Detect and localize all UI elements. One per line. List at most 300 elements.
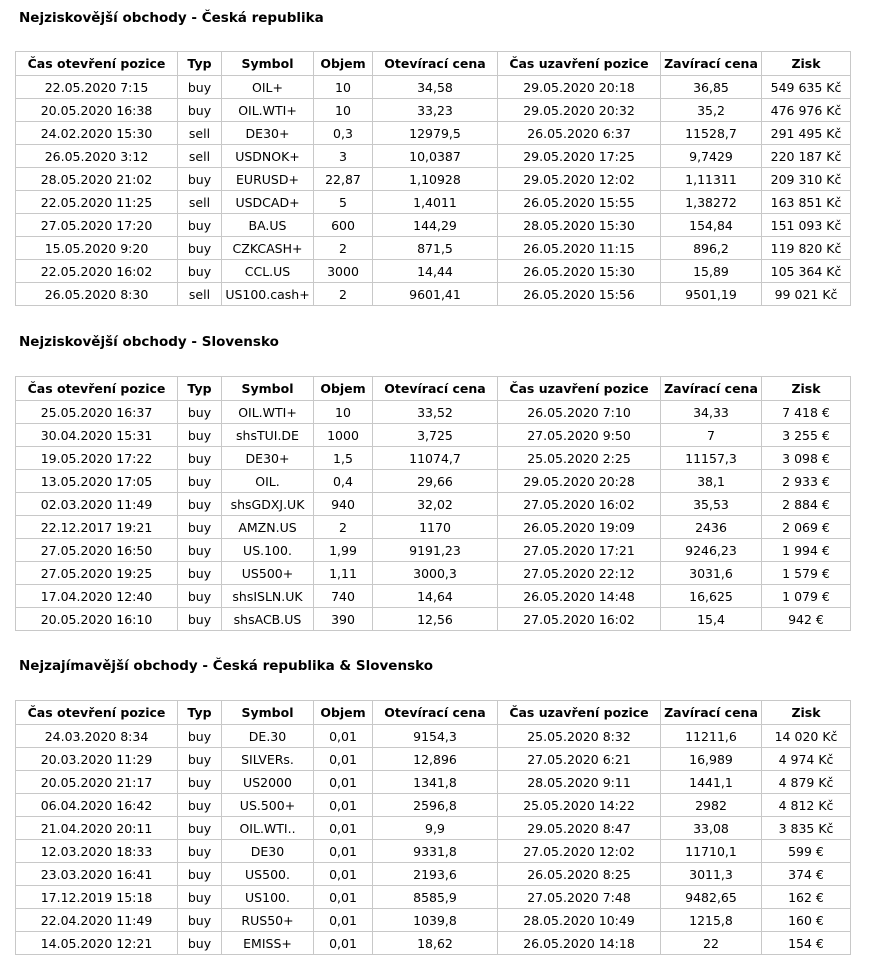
cell-symbol: DE30+ xyxy=(222,122,314,145)
cell-open-price: 33,23 xyxy=(373,99,498,122)
column-header-type: Typ xyxy=(178,701,222,725)
cell-volume: 0,01 xyxy=(314,932,373,955)
cell-type: sell xyxy=(178,191,222,214)
cell-open-time: 22.05.2020 7:15 xyxy=(16,76,178,99)
cell-close-price: 22 xyxy=(661,932,762,955)
cell-close-price: 2982 xyxy=(661,794,762,817)
cell-symbol: OIL.WTI+ xyxy=(222,401,314,424)
table-row xyxy=(16,493,851,516)
column-header-type: Typ xyxy=(178,377,222,401)
cell-volume: 1,5 xyxy=(314,447,373,470)
cell-volume: 10 xyxy=(314,99,373,122)
cell-close-price: 9501,19 xyxy=(661,283,762,306)
cell-open-time: 30.04.2020 15:31 xyxy=(16,424,178,447)
column-header-open-time: Čas otevření pozice xyxy=(16,52,178,76)
cell-type: buy xyxy=(178,99,222,122)
table-row xyxy=(16,817,851,840)
table-row xyxy=(16,424,851,447)
cell-volume: 600 xyxy=(314,214,373,237)
cell-close-time: 26.05.2020 8:25 xyxy=(498,863,661,886)
cell-profit: 163 851 Kč xyxy=(762,191,851,214)
section-title-interesting: Nejzajímavější obchody - Česká republika & Slovensko xyxy=(19,658,433,674)
cell-volume: 0,01 xyxy=(314,863,373,886)
cell-open-time: 14.05.2020 12:21 xyxy=(16,932,178,955)
table-row xyxy=(16,214,851,237)
cell-volume: 0,3 xyxy=(314,122,373,145)
cell-close-price: 11710,1 xyxy=(661,840,762,863)
trades-table-sk xyxy=(15,376,851,631)
cell-open-time: 21.04.2020 20:11 xyxy=(16,817,178,840)
column-header-close-time: Čas uzavření pozice xyxy=(498,377,661,401)
cell-close-price: 9,7429 xyxy=(661,145,762,168)
cell-type: buy xyxy=(178,771,222,794)
cell-open-time: 13.05.2020 17:05 xyxy=(16,470,178,493)
cell-volume: 2 xyxy=(314,237,373,260)
cell-profit: 160 € xyxy=(762,909,851,932)
cell-close-time: 28.05.2020 9:11 xyxy=(498,771,661,794)
cell-volume: 0,01 xyxy=(314,886,373,909)
cell-close-price: 16,625 xyxy=(661,585,762,608)
cell-profit: 4 812 Kč xyxy=(762,794,851,817)
cell-symbol: AMZN.US xyxy=(222,516,314,539)
cell-open-time: 26.05.2020 8:30 xyxy=(16,283,178,306)
cell-type: buy xyxy=(178,447,222,470)
cell-open-price: 18,62 xyxy=(373,932,498,955)
cell-open-price: 34,58 xyxy=(373,76,498,99)
cell-symbol: US100. xyxy=(222,886,314,909)
column-header-open-time: Čas otevření pozice xyxy=(16,701,178,725)
cell-close-time: 26.05.2020 15:56 xyxy=(498,283,661,306)
cell-type: buy xyxy=(178,909,222,932)
cell-close-price: 36,85 xyxy=(661,76,762,99)
cell-close-price: 35,2 xyxy=(661,99,762,122)
cell-open-price: 33,52 xyxy=(373,401,498,424)
trades-table-interesting xyxy=(15,700,851,955)
cell-close-time: 29.05.2020 20:28 xyxy=(498,470,661,493)
cell-type: sell xyxy=(178,122,222,145)
cell-symbol: CZKCASH+ xyxy=(222,237,314,260)
column-header-symbol: Symbol xyxy=(222,52,314,76)
cell-close-price: 9482,65 xyxy=(661,886,762,909)
cell-profit: 3 835 Kč xyxy=(762,817,851,840)
cell-profit: 291 495 Kč xyxy=(762,122,851,145)
cell-type: buy xyxy=(178,817,222,840)
cell-open-time: 22.05.2020 11:25 xyxy=(16,191,178,214)
cell-type: sell xyxy=(178,145,222,168)
column-header-close-price: Zavírací cena xyxy=(661,377,762,401)
cell-profit: 2 933 € xyxy=(762,470,851,493)
cell-type: buy xyxy=(178,562,222,585)
cell-type: buy xyxy=(178,260,222,283)
cell-type: buy xyxy=(178,840,222,863)
cell-type: buy xyxy=(178,725,222,748)
cell-open-time: 26.05.2020 3:12 xyxy=(16,145,178,168)
table-row xyxy=(16,608,851,631)
cell-type: sell xyxy=(178,283,222,306)
cell-close-price: 3031,6 xyxy=(661,562,762,585)
cell-symbol: shsISLN.UK xyxy=(222,585,314,608)
cell-volume: 10 xyxy=(314,401,373,424)
cell-symbol: shsTUI.DE xyxy=(222,424,314,447)
table-row xyxy=(16,76,851,99)
cell-close-price: 11157,3 xyxy=(661,447,762,470)
table-row xyxy=(16,562,851,585)
cell-symbol: shsACB.US xyxy=(222,608,314,631)
cell-volume: 0,01 xyxy=(314,794,373,817)
cell-close-time: 29.05.2020 17:25 xyxy=(498,145,661,168)
table-row xyxy=(16,516,851,539)
cell-profit: 209 310 Kč xyxy=(762,168,851,191)
cell-open-time: 20.03.2020 11:29 xyxy=(16,748,178,771)
column-header-volume: Objem xyxy=(314,701,373,725)
cell-close-time: 28.05.2020 10:49 xyxy=(498,909,661,932)
trades-table-cz xyxy=(15,51,851,306)
table-row xyxy=(16,260,851,283)
cell-open-time: 24.03.2020 8:34 xyxy=(16,725,178,748)
cell-close-time: 26.05.2020 15:30 xyxy=(498,260,661,283)
cell-type: buy xyxy=(178,932,222,955)
cell-symbol: RUS50+ xyxy=(222,909,314,932)
cell-close-time: 25.05.2020 8:32 xyxy=(498,725,661,748)
cell-open-time: 22.05.2020 16:02 xyxy=(16,260,178,283)
cell-open-price: 9601,41 xyxy=(373,283,498,306)
cell-open-price: 9331,8 xyxy=(373,840,498,863)
cell-volume: 3 xyxy=(314,145,373,168)
cell-open-price: 8585,9 xyxy=(373,886,498,909)
cell-volume: 5 xyxy=(314,191,373,214)
cell-volume: 10 xyxy=(314,76,373,99)
cell-close-price: 15,4 xyxy=(661,608,762,631)
cell-volume: 3000 xyxy=(314,260,373,283)
cell-volume: 1,99 xyxy=(314,539,373,562)
cell-open-price: 12,56 xyxy=(373,608,498,631)
table-row xyxy=(16,863,851,886)
cell-profit: 476 976 Kč xyxy=(762,99,851,122)
cell-symbol: SILVERs. xyxy=(222,748,314,771)
cell-open-price: 14,44 xyxy=(373,260,498,283)
cell-symbol: US100.cash+ xyxy=(222,283,314,306)
cell-open-price: 1,10928 xyxy=(373,168,498,191)
cell-symbol: DE30+ xyxy=(222,447,314,470)
cell-close-time: 26.05.2020 15:55 xyxy=(498,191,661,214)
cell-symbol: CCL.US xyxy=(222,260,314,283)
cell-symbol: EURUSD+ xyxy=(222,168,314,191)
table-row xyxy=(16,886,851,909)
cell-close-price: 1,38272 xyxy=(661,191,762,214)
cell-volume: 2 xyxy=(314,516,373,539)
cell-open-time: 22.12.2017 19:21 xyxy=(16,516,178,539)
table-row xyxy=(16,840,851,863)
cell-volume: 1,11 xyxy=(314,562,373,585)
cell-profit: 4 974 Kč xyxy=(762,748,851,771)
table-row xyxy=(16,191,851,214)
cell-open-time: 24.02.2020 15:30 xyxy=(16,122,178,145)
cell-close-price: 3011,3 xyxy=(661,863,762,886)
cell-profit: 1 079 € xyxy=(762,585,851,608)
cell-close-price: 38,1 xyxy=(661,470,762,493)
cell-close-time: 27.05.2020 16:02 xyxy=(498,493,661,516)
cell-type: buy xyxy=(178,608,222,631)
table-row xyxy=(16,145,851,168)
cell-close-time: 27.05.2020 16:02 xyxy=(498,608,661,631)
cell-open-price: 1170 xyxy=(373,516,498,539)
table-row xyxy=(16,237,851,260)
cell-symbol: OIL. xyxy=(222,470,314,493)
cell-open-price: 1039,8 xyxy=(373,909,498,932)
cell-volume: 0,01 xyxy=(314,748,373,771)
cell-open-price: 11074,7 xyxy=(373,447,498,470)
cell-close-price: 1441,1 xyxy=(661,771,762,794)
cell-close-price: 11528,7 xyxy=(661,122,762,145)
cell-open-time: 20.05.2020 21:17 xyxy=(16,771,178,794)
column-header-profit: Zisk xyxy=(762,52,851,76)
column-header-profit: Zisk xyxy=(762,377,851,401)
cell-close-time: 29.05.2020 20:32 xyxy=(498,99,661,122)
cell-symbol: US.100. xyxy=(222,539,314,562)
cell-profit: 374 € xyxy=(762,863,851,886)
cell-volume: 0,01 xyxy=(314,840,373,863)
cell-open-time: 23.03.2020 16:41 xyxy=(16,863,178,886)
cell-close-price: 7 xyxy=(661,424,762,447)
cell-open-time: 19.05.2020 17:22 xyxy=(16,447,178,470)
column-header-type: Typ xyxy=(178,52,222,76)
cell-volume: 940 xyxy=(314,493,373,516)
header-row xyxy=(16,701,851,725)
cell-volume: 22,87 xyxy=(314,168,373,191)
cell-close-price: 896,2 xyxy=(661,237,762,260)
cell-open-time: 20.05.2020 16:10 xyxy=(16,608,178,631)
cell-profit: 14 020 Kč xyxy=(762,725,851,748)
cell-close-time: 29.05.2020 8:47 xyxy=(498,817,661,840)
table-row xyxy=(16,725,851,748)
cell-close-time: 28.05.2020 15:30 xyxy=(498,214,661,237)
table-row xyxy=(16,909,851,932)
cell-profit: 99 021 Kč xyxy=(762,283,851,306)
cell-type: buy xyxy=(178,76,222,99)
cell-type: buy xyxy=(178,424,222,447)
section-title-sk: Nejziskovější obchody - Slovensko xyxy=(19,334,279,350)
cell-volume: 0,4 xyxy=(314,470,373,493)
cell-open-time: 22.04.2020 11:49 xyxy=(16,909,178,932)
column-header-profit: Zisk xyxy=(762,701,851,725)
cell-close-price: 9246,23 xyxy=(661,539,762,562)
cell-close-time: 26.05.2020 6:37 xyxy=(498,122,661,145)
cell-symbol: BA.US xyxy=(222,214,314,237)
cell-volume: 0,01 xyxy=(314,909,373,932)
cell-open-price: 2596,8 xyxy=(373,794,498,817)
cell-open-time: 25.05.2020 16:37 xyxy=(16,401,178,424)
cell-open-price: 3,725 xyxy=(373,424,498,447)
cell-close-time: 27.05.2020 6:21 xyxy=(498,748,661,771)
cell-profit: 1 994 € xyxy=(762,539,851,562)
cell-open-price: 10,0387 xyxy=(373,145,498,168)
cell-open-price: 144,29 xyxy=(373,214,498,237)
cell-type: buy xyxy=(178,214,222,237)
column-header-close-price: Zavírací cena xyxy=(661,52,762,76)
cell-open-time: 17.04.2020 12:40 xyxy=(16,585,178,608)
cell-open-price: 14,64 xyxy=(373,585,498,608)
cell-symbol: OIL.WTI.. xyxy=(222,817,314,840)
cell-profit: 3 255 € xyxy=(762,424,851,447)
table-row xyxy=(16,99,851,122)
cell-open-price: 9154,3 xyxy=(373,725,498,748)
cell-volume: 740 xyxy=(314,585,373,608)
cell-symbol: OIL.WTI+ xyxy=(222,99,314,122)
cell-symbol: USDNOK+ xyxy=(222,145,314,168)
cell-type: buy xyxy=(178,886,222,909)
cell-symbol: USDCAD+ xyxy=(222,191,314,214)
cell-open-price: 9191,23 xyxy=(373,539,498,562)
table-row xyxy=(16,283,851,306)
cell-close-time: 26.05.2020 14:48 xyxy=(498,585,661,608)
column-header-symbol: Symbol xyxy=(222,377,314,401)
cell-profit: 942 € xyxy=(762,608,851,631)
cell-close-price: 1,11311 xyxy=(661,168,762,191)
table-row xyxy=(16,794,851,817)
table-row xyxy=(16,748,851,771)
cell-open-time: 27.05.2020 16:50 xyxy=(16,539,178,562)
cell-close-price: 34,33 xyxy=(661,401,762,424)
cell-close-time: 26.05.2020 7:10 xyxy=(498,401,661,424)
header-row xyxy=(16,52,851,76)
table-row xyxy=(16,168,851,191)
cell-profit: 7 418 € xyxy=(762,401,851,424)
column-header-close-time: Čas uzavření pozice xyxy=(498,701,661,725)
table-row xyxy=(16,122,851,145)
cell-symbol: EMISS+ xyxy=(222,932,314,955)
cell-profit: 3 098 € xyxy=(762,447,851,470)
column-header-open-time: Čas otevření pozice xyxy=(16,377,178,401)
cell-open-price: 29,66 xyxy=(373,470,498,493)
section-title-cz: Nejziskovější obchody - Česká republika xyxy=(19,10,324,26)
table-row xyxy=(16,401,851,424)
cell-close-time: 26.05.2020 11:15 xyxy=(498,237,661,260)
cell-open-price: 12979,5 xyxy=(373,122,498,145)
cell-volume: 1000 xyxy=(314,424,373,447)
cell-close-time: 26.05.2020 14:18 xyxy=(498,932,661,955)
cell-profit: 2 884 € xyxy=(762,493,851,516)
cell-open-time: 27.05.2020 17:20 xyxy=(16,214,178,237)
cell-type: buy xyxy=(178,794,222,817)
cell-type: buy xyxy=(178,748,222,771)
table-row xyxy=(16,771,851,794)
cell-close-time: 29.05.2020 20:18 xyxy=(498,76,661,99)
cell-open-price: 3000,3 xyxy=(373,562,498,585)
cell-profit: 220 187 Kč xyxy=(762,145,851,168)
cell-symbol: US.500+ xyxy=(222,794,314,817)
cell-symbol: DE30 xyxy=(222,840,314,863)
cell-type: buy xyxy=(178,401,222,424)
cell-profit: 162 € xyxy=(762,886,851,909)
table-row xyxy=(16,470,851,493)
cell-symbol: US500+ xyxy=(222,562,314,585)
cell-profit: 599 € xyxy=(762,840,851,863)
column-header-volume: Objem xyxy=(314,377,373,401)
cell-open-time: 20.05.2020 16:38 xyxy=(16,99,178,122)
cell-close-price: 154,84 xyxy=(661,214,762,237)
cell-close-time: 27.05.2020 7:48 xyxy=(498,886,661,909)
cell-symbol: DE.30 xyxy=(222,725,314,748)
column-header-open-price: Otevírací cena xyxy=(373,701,498,725)
cell-profit: 549 635 Kč xyxy=(762,76,851,99)
cell-open-price: 1341,8 xyxy=(373,771,498,794)
column-header-volume: Objem xyxy=(314,52,373,76)
cell-symbol: shsGDXJ.UK xyxy=(222,493,314,516)
column-header-open-price: Otevírací cena xyxy=(373,52,498,76)
cell-close-time: 27.05.2020 12:02 xyxy=(498,840,661,863)
cell-profit: 4 879 Kč xyxy=(762,771,851,794)
cell-type: buy xyxy=(178,516,222,539)
column-header-close-price: Zavírací cena xyxy=(661,701,762,725)
cell-type: buy xyxy=(178,585,222,608)
cell-type: buy xyxy=(178,493,222,516)
cell-close-time: 27.05.2020 17:21 xyxy=(498,539,661,562)
cell-type: buy xyxy=(178,168,222,191)
header-row xyxy=(16,377,851,401)
cell-profit: 154 € xyxy=(762,932,851,955)
cell-volume: 0,01 xyxy=(314,817,373,840)
table-row xyxy=(16,539,851,562)
cell-type: buy xyxy=(178,470,222,493)
cell-symbol: US500. xyxy=(222,863,314,886)
cell-close-price: 11211,6 xyxy=(661,725,762,748)
cell-profit: 105 364 Kč xyxy=(762,260,851,283)
cell-open-time: 17.12.2019 15:18 xyxy=(16,886,178,909)
cell-close-price: 16,989 xyxy=(661,748,762,771)
cell-type: buy xyxy=(178,237,222,260)
cell-open-time: 02.03.2020 11:49 xyxy=(16,493,178,516)
cell-close-price: 15,89 xyxy=(661,260,762,283)
cell-open-price: 9,9 xyxy=(373,817,498,840)
cell-open-time: 06.04.2020 16:42 xyxy=(16,794,178,817)
column-header-open-price: Otevírací cena xyxy=(373,377,498,401)
cell-volume: 2 xyxy=(314,283,373,306)
cell-close-time: 27.05.2020 9:50 xyxy=(498,424,661,447)
cell-close-time: 27.05.2020 22:12 xyxy=(498,562,661,585)
table-row xyxy=(16,585,851,608)
cell-open-time: 28.05.2020 21:02 xyxy=(16,168,178,191)
cell-type: buy xyxy=(178,863,222,886)
cell-type: buy xyxy=(178,539,222,562)
table-row xyxy=(16,447,851,470)
cell-profit: 151 093 Kč xyxy=(762,214,851,237)
cell-symbol: US2000 xyxy=(222,771,314,794)
cell-close-time: 26.05.2020 19:09 xyxy=(498,516,661,539)
cell-open-time: 15.05.2020 9:20 xyxy=(16,237,178,260)
cell-open-time: 27.05.2020 19:25 xyxy=(16,562,178,585)
cell-close-price: 1215,8 xyxy=(661,909,762,932)
cell-open-price: 2193,6 xyxy=(373,863,498,886)
cell-profit: 2 069 € xyxy=(762,516,851,539)
cell-close-time: 29.05.2020 12:02 xyxy=(498,168,661,191)
cell-close-price: 2436 xyxy=(661,516,762,539)
column-header-close-time: Čas uzavření pozice xyxy=(498,52,661,76)
cell-open-price: 32,02 xyxy=(373,493,498,516)
cell-profit: 119 820 Kč xyxy=(762,237,851,260)
cell-close-price: 33,08 xyxy=(661,817,762,840)
table-row xyxy=(16,932,851,955)
cell-volume: 390 xyxy=(314,608,373,631)
cell-close-time: 25.05.2020 2:25 xyxy=(498,447,661,470)
cell-symbol: OIL+ xyxy=(222,76,314,99)
cell-close-price: 35,53 xyxy=(661,493,762,516)
cell-close-time: 25.05.2020 14:22 xyxy=(498,794,661,817)
cell-profit: 1 579 € xyxy=(762,562,851,585)
column-header-symbol: Symbol xyxy=(222,701,314,725)
cell-volume: 0,01 xyxy=(314,771,373,794)
cell-open-price: 12,896 xyxy=(373,748,498,771)
cell-open-time: 12.03.2020 18:33 xyxy=(16,840,178,863)
